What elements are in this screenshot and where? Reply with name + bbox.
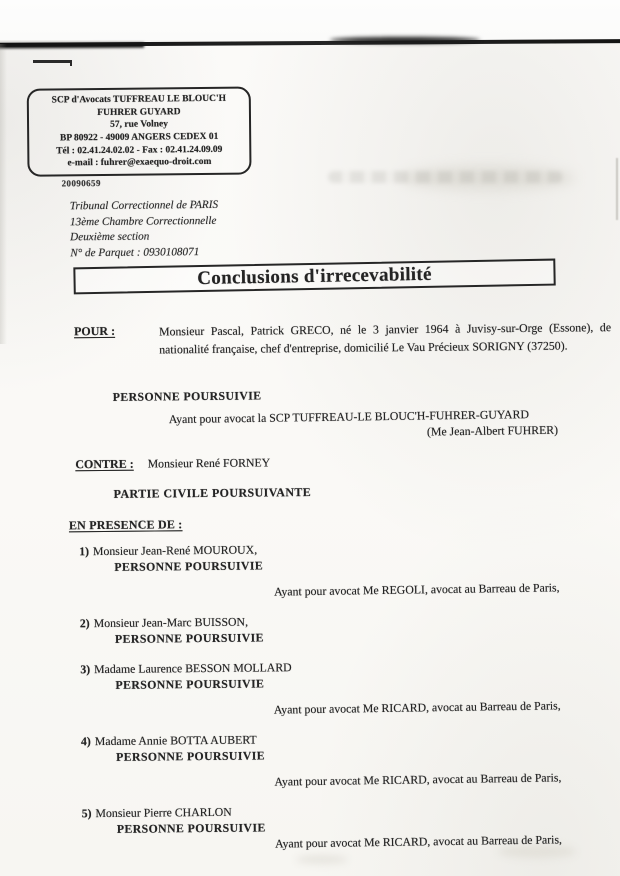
court-line: Tribunal Correctionnel de PARIS xyxy=(69,198,219,213)
party-number: 2) xyxy=(79,616,90,631)
file-reference-number: 20090659 xyxy=(61,177,101,189)
court-line: N° de Parquet : 0930108071 xyxy=(70,245,200,260)
party-name: Monsieur Pierre CHARLON xyxy=(95,804,232,821)
pour-counsel-block xyxy=(140,407,558,444)
party-status: PERSONNE POURSUIVIE xyxy=(114,630,264,646)
letterhead-line: FUHRER GUYARD xyxy=(97,107,181,118)
pour-counsel-line: Ayant pour avocat la SCP TUFFREAU-LE BLOUC'H-FUHRER-GUYARD xyxy=(168,407,530,427)
party-item xyxy=(82,801,562,854)
letterhead-line: e-mail : fuhrer@exaequo-droit.com xyxy=(67,157,212,169)
party-number: 3) xyxy=(80,662,91,677)
letterhead-line: BP 80922 - 49009 ANGERS CEDEX 01 xyxy=(59,131,219,144)
party-status: PERSONNE POURSUIVIE xyxy=(115,676,265,692)
court-line: Deuxième section xyxy=(70,230,150,244)
party-name: Monsieur Jean-Marc BUISSON, xyxy=(93,614,249,631)
party-status: PERSONNE POURSUIVIE xyxy=(114,558,264,574)
contre-party-status: PARTIE CIVILE POURSUIVANTE xyxy=(113,484,312,501)
pour-party-status: PERSONNE POURSUIVIE xyxy=(112,388,262,404)
party-number: 4) xyxy=(80,734,91,749)
parties-list xyxy=(79,539,562,854)
pour-label: POUR : xyxy=(73,323,116,339)
court-reference-block xyxy=(70,198,219,262)
party-item xyxy=(80,657,561,720)
letterhead-line: SCP d'Avocats TUFFREAU LE BLOUC'H xyxy=(51,94,227,106)
pour-counsel-name: (Me Jean-Albert FUHRER) xyxy=(426,422,559,439)
party-counsel: Ayant pour avocat Me RICARD, avocat au Barreau de Paris, xyxy=(274,770,562,789)
letterhead-line: 57, rue Volney xyxy=(110,119,169,131)
party-number: 5) xyxy=(81,806,92,821)
contre-section xyxy=(75,455,270,472)
party-counsel: Ayant pour avocat Me RICARD, avocat au Barreau de Paris, xyxy=(273,698,561,717)
law-firm-letterhead xyxy=(27,87,252,177)
document-title: Conclusions d'irrecevabilité xyxy=(197,263,432,289)
party-counsel: Ayant pour avocat Me RICARD, avocat au Barreau de Paris, xyxy=(274,832,563,851)
letterhead-line: Tél : 02.41.24.02.02 - Fax : 02.41.24.09.09 xyxy=(56,144,223,157)
party-number: 1) xyxy=(79,544,90,559)
party-counsel: Ayant pour avocat Me REGOLI, avocat au Barreau de Paris, xyxy=(273,580,560,599)
document-title-box xyxy=(73,259,555,295)
party-item xyxy=(79,539,560,602)
party-status: PERSONNE POURSUIVIE xyxy=(116,820,266,836)
party-name: Monsieur Jean-René MOUROUX, xyxy=(92,542,258,559)
pour-party-description: Monsieur Pascal, Patrick GRECO, né le 3 janvier 1964 à Juvisy-sur-Orge (Essone), de nationalité française, chef d'entreprise, domicilié Le Vau Précieux SORIGNY (37250). xyxy=(158,320,612,357)
party-name: Madame Laurence BESSON MOLLARD xyxy=(94,660,292,677)
contre-party-name: Monsieur René FORNEY xyxy=(147,455,271,471)
party-item xyxy=(81,729,562,792)
pour-section xyxy=(74,319,611,359)
contre-label: CONTRE : xyxy=(75,456,134,472)
party-status: PERSONNE POURSUIVIE xyxy=(116,748,266,764)
party-item xyxy=(80,611,560,648)
party-name: Madame Annie BOTTA AUBERT xyxy=(94,732,257,749)
court-line: 13ème Chambre Correctionnelle xyxy=(69,214,217,228)
presence-section-label: EN PRESENCE DE : xyxy=(68,517,183,533)
